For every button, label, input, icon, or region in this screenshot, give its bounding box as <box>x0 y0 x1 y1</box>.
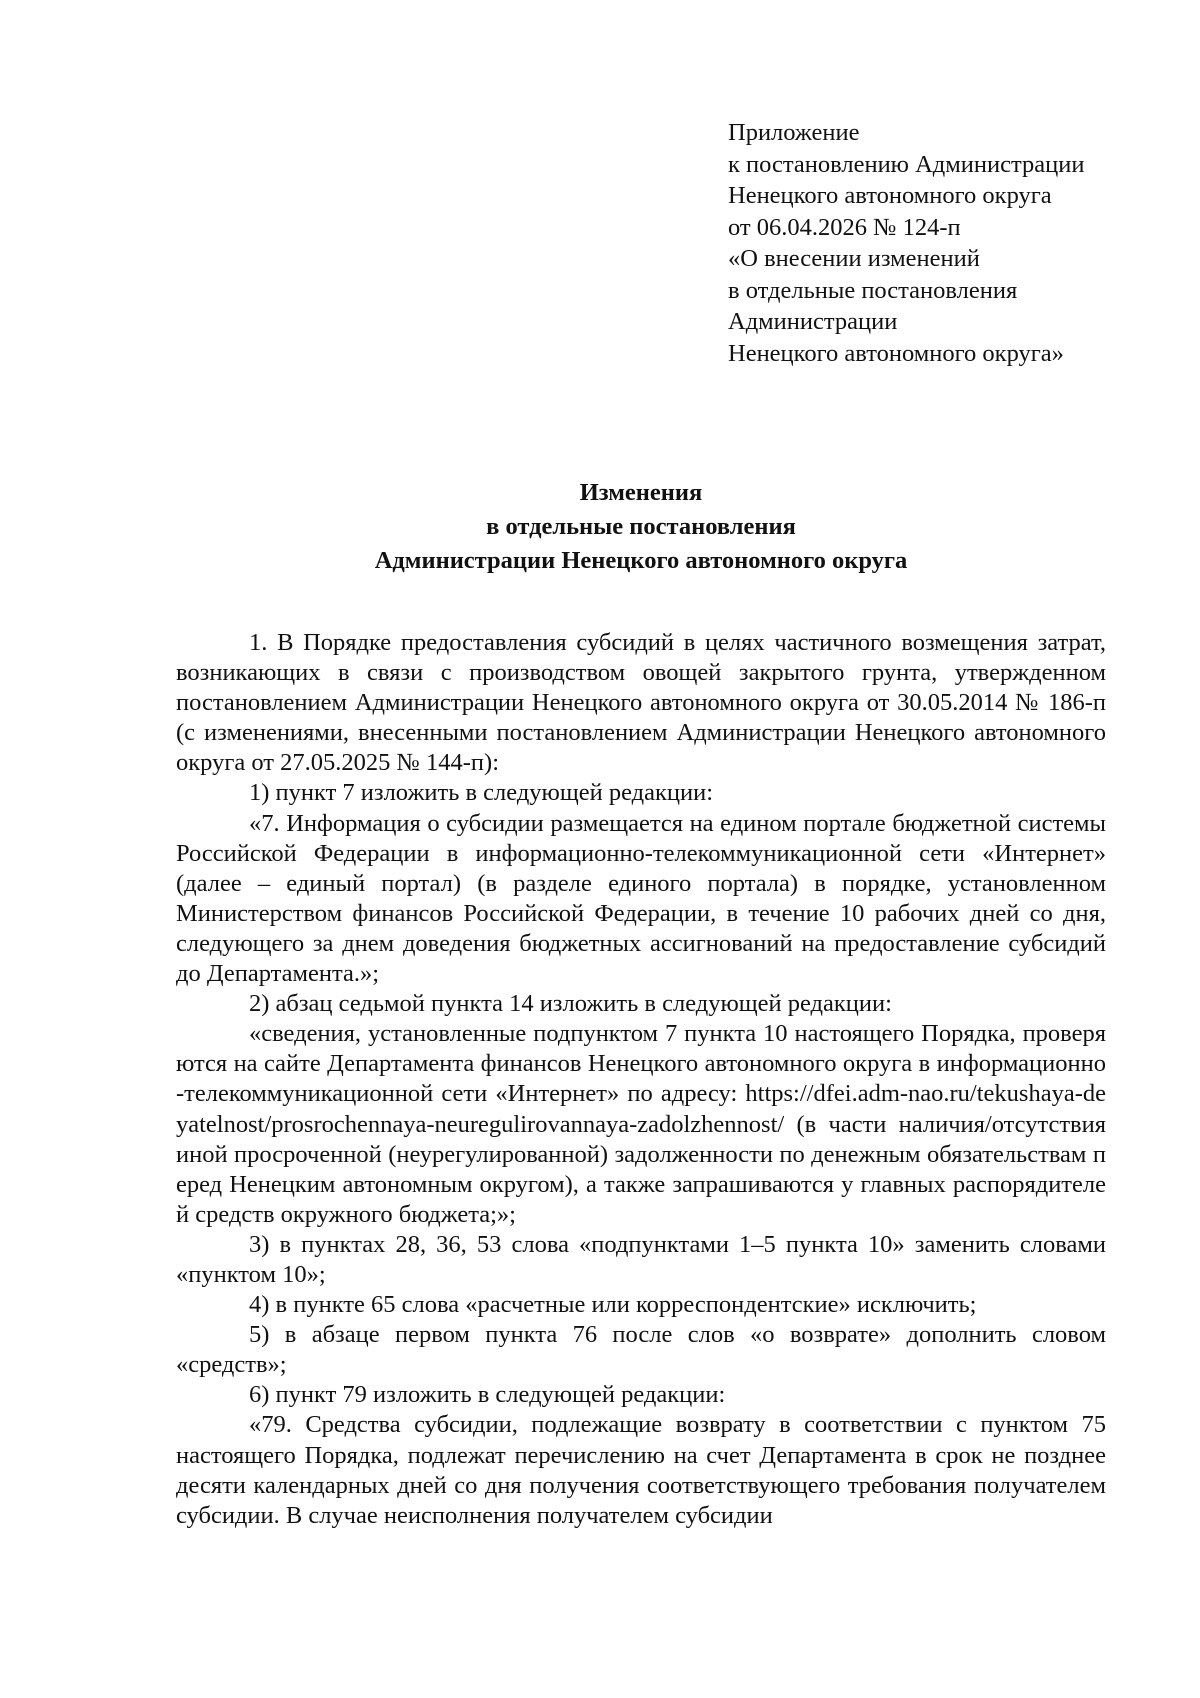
appendix-line: к постановлению Администрации <box>728 150 1085 178</box>
appendix-line: от 06.04.2026 № 124-п <box>728 213 961 241</box>
title-line: Администрации Ненецкого автономного округа <box>374 547 908 574</box>
appendix-line: Ненецкого автономного округа <box>728 182 1052 209</box>
appendix-line: Приложение <box>728 119 860 146</box>
paragraph-quote-point-7: «7. Информация о субсидии размещается на едином портале бюджетной системы Российской Федерации в информационно-телекоммуникационной сети «Интернет» (далее – единый портал) (в разделе единого портала) в порядке, установленном Министерством финансов Российской Федерации, в течение 10 рабочих дней со дня, следующего за днем доведения бюджетных ассигнований на предоставление субсидий до Департамента.»; <box>176 809 1106 988</box>
title-line: Изменения <box>579 479 703 506</box>
paragraph-subitem-5: 5) в абзаце первом пункта 76 после слов «о возврате» дополнить словом «средств»; <box>176 1321 1106 1379</box>
document-body <box>176 628 1106 1531</box>
appendix-line: в отдельные постановления <box>728 276 1018 304</box>
appendix-line: «О внесении изменений <box>728 245 980 272</box>
title-line: в отдельные постановления <box>486 513 796 540</box>
paragraph-quote-point-79: «79. Средства субсидии, подлежащие возврату в соответствии с пунктом 75 настоящего Порядка, подлежат перечислению на счет Департамента в срок не позднее десяти календарных дней со дня получения соответствующего требования получателем субсидии. В случае неисполнения получателем субсидии <box>176 1411 1106 1529</box>
paragraph-quote-point-14: «сведения, установленные подпунктом 7 пункта 10 настоящего Порядка, проверяются на сайте Департамента финансов Ненецкого автономного округа в информационно-телекоммуникационной сети «Интернет» по адресу: https://dfei.adm-nao.ru/tekushaya-deyatelnost/prosrochennaya-neuregulirovannaya-zadolzhennost/ (в части наличия/отсутствия иной просроченной (неурегулированной) задолженности по денежным обязательствам перед Ненецким автономным округом), а также запрашиваются у главных распорядителей средств окружного бюджета;»; <box>176 1020 1106 1228</box>
document-title <box>176 476 1106 578</box>
appendix-line: Администрации <box>728 308 898 335</box>
appendix-header <box>728 117 1148 369</box>
paragraph-item-1: 1. В Порядке предоставления субсидий в целях частичного возмещения затрат, возникающих в связи с производством овощей закрытого грунта, утвержденном постановлением Администрации Ненецкого автономного округа от 30.05.2014 № 186-п (с изменениями, внесенными постановлением Администрации Ненецкого автономного округа от 27.05.2025 № 144-п): <box>176 629 1106 777</box>
paragraph-subitem-3: 3) в пунктах 28, 36, 53 слова «подпунктами 1–5 пункта 10» заменить словами «пунктом 10»; <box>176 1230 1106 1288</box>
appendix-line: Ненецкого автономного округа» <box>728 339 1064 367</box>
paragraph-subitem-4: 4) в пункте 65 слова «расчетные или корреспондентские» исключить; <box>249 1291 977 1319</box>
paragraph-subitem-6: 6) пункт 79 изложить в следующей редакции: <box>249 1381 726 1409</box>
paragraph-subitem-1: 1) пункт 7 изложить в следующей редакции: <box>249 779 714 807</box>
paragraph-subitem-2: 2) абзац седьмой пункта 14 изложить в следующей редакции: <box>249 990 892 1018</box>
